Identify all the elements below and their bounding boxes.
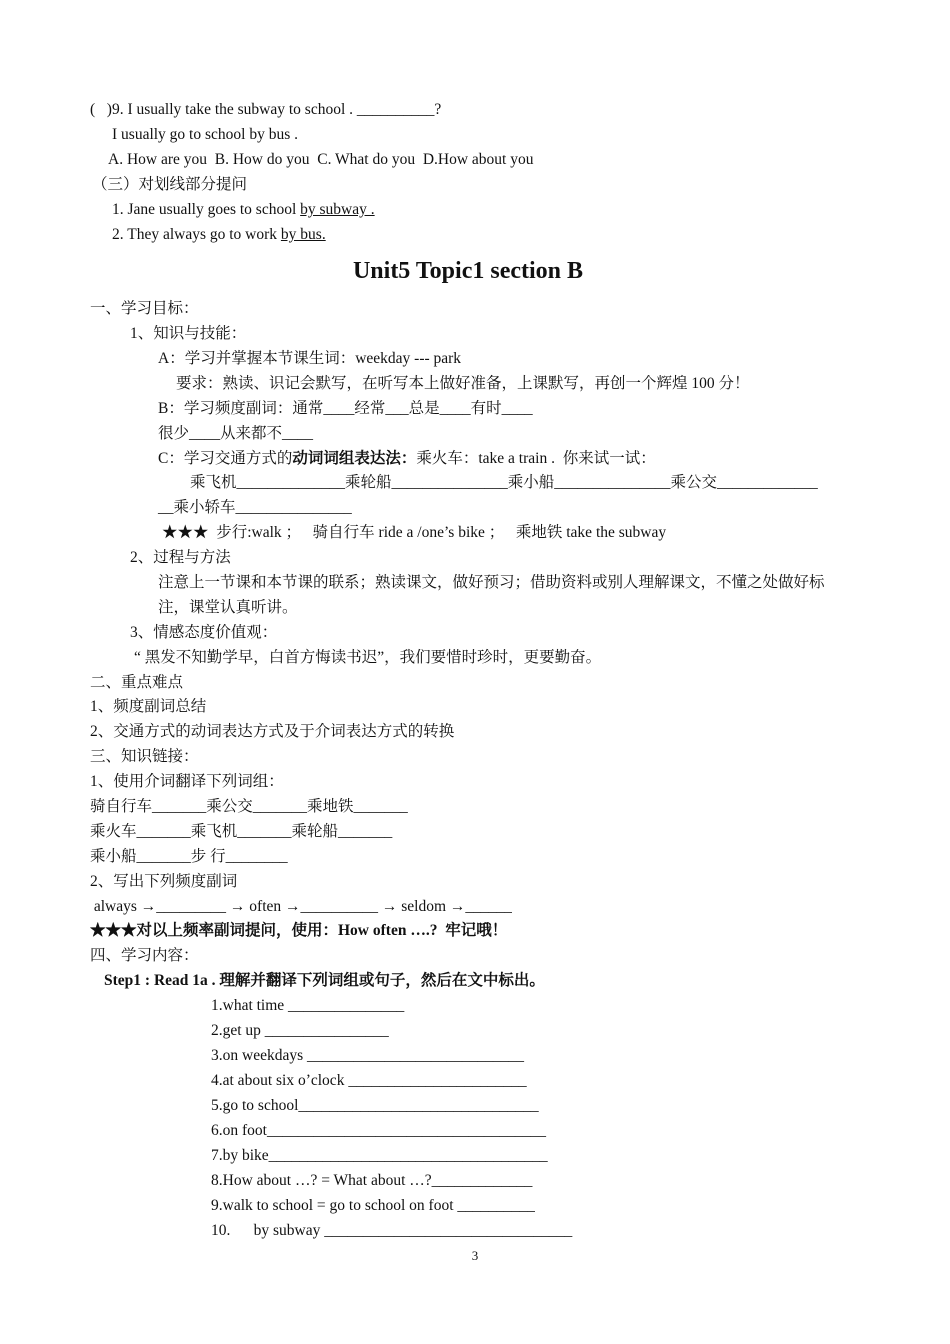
link-row-1: 骑自行车_______乘公交_______乘地铁_______ [90, 798, 408, 815]
content-item: 10. by subway ________________________________ [211, 1222, 573, 1239]
q9-options: A. How are you B. How do you C. What do you D.How about you [108, 151, 534, 168]
part3-item-2 [112, 225, 326, 245]
goals-requirement: 要求：熟读、识记会默写，在听写本上做好准备，上课默写，再创一个辉煌 100 分！ [176, 375, 750, 392]
content-step1: Step1 : Read 1a . 理解并翻译下列词组或句子，然后在文中标出。 [104, 972, 545, 989]
link-adverb-chain: always →_________ → often →__________ → seldom →______ [90, 898, 512, 915]
page-number: 3 [471, 1248, 479, 1263]
page-title: Unit5 Topic1 section B [352, 258, 584, 284]
content-item: 7.by bike____________________________________ [211, 1147, 548, 1164]
goals-stars-line: ★★★ 步行:walk ； 骑自行车 ride a /one’s bike ； 乘地铁 take the subway [162, 524, 667, 541]
part3-item-1 [112, 200, 375, 220]
link-heading: 三、知识链接： [90, 748, 199, 765]
part3-item-1-underlined: by subway . [300, 201, 375, 218]
goals-knowledge-heading: 1、知识与技能： [130, 325, 247, 342]
goals-item-c-blanks-cont: __乘小轿车_______________ [158, 499, 352, 516]
q9-number: ( )9. [90, 101, 124, 118]
goals-item-b: B：学习频度副词：通常____经常___总是____有时____ [158, 400, 533, 417]
key-point-1: 1、频度副词总结 [90, 698, 207, 715]
part3-heading: （三）对划线部分提问 [92, 176, 248, 193]
goals-values-heading: 3、情感态度价值观： [130, 624, 278, 641]
content-item: 2.get up ________________ [211, 1022, 389, 1039]
link-sub-2: 2、写出下列频度副词 [90, 873, 238, 890]
q9-text: I usually take the subway to school . __________? [123, 101, 442, 118]
part3-item-2-underlined: by bus. [280, 226, 326, 243]
content-item: 8.How about …? = What about …?_____________ [211, 1172, 533, 1189]
part3-item-1-text: 1. Jane usually goes to school [112, 201, 301, 218]
goals-quote: “ 黑发不知勤学早，白首方悔读书迟”，我们要惜时珍时，更要勤奋。 [134, 649, 602, 666]
goals-item-c-blanks: 乘飞机______________乘轮船_______________乘小船_______________乘公交_____________ [190, 474, 818, 491]
content-item: 3.on weekdays ____________________________ [211, 1047, 524, 1064]
goals-item-c-bold: 动词词组表达法： [292, 450, 417, 467]
q9-answer-line: I usually go to school by bus . [112, 126, 298, 143]
content-item: 6.on foot____________________________________ [211, 1122, 546, 1139]
content-heading: 四、学习内容： [90, 947, 199, 964]
link-note: ★★★对以上频率副词提问，使用：How often ….? 牢记哦！ [90, 922, 508, 939]
content-item: 1.what time _______________ [211, 997, 405, 1014]
goals-item-b-cont: 很少____从来都不____ [158, 425, 314, 442]
content-item: 5.go to school_______________________________ [211, 1097, 539, 1114]
goals-item-c-post: 乘火车：take a train . 你来试一试： [416, 450, 656, 467]
key-point-2: 2、交通方式的动词表达方式及于介词表达方式的转换 [90, 723, 455, 740]
goals-process-text-1: 注意上一节课和本节课的联系；熟读课文，做好预习；借助资料或别人理解课文，不懂之处做好标 [158, 574, 825, 591]
goals-item-c [158, 449, 656, 469]
goals-heading: 一、学习目标： [90, 300, 199, 317]
link-row-3: 乘小船_______步 行________ [90, 848, 288, 865]
goals-item-c-pre: C：学习交通方式的 [158, 450, 293, 467]
link-row-2: 乘火车_______乘飞机_______乘轮船_______ [90, 823, 393, 840]
goals-item-a: A：学习并掌握本节课生词：weekday --- park [158, 350, 462, 367]
link-sub-1: 1、使用介词翻译下列词组： [90, 773, 284, 790]
goals-process-text-2: 注，课堂认真听讲。 [158, 599, 298, 616]
content-item: 4.at about six o’clock _______________________ [211, 1072, 527, 1089]
q9-question [90, 100, 441, 120]
key-heading: 二、重点难点 [90, 674, 184, 691]
part3-item-2-text: 2. They always go to work [112, 226, 281, 243]
content-item: 9.walk to school = go to school on foot __________ [211, 1197, 535, 1214]
goals-process-heading: 2、过程与方法 [130, 549, 231, 566]
